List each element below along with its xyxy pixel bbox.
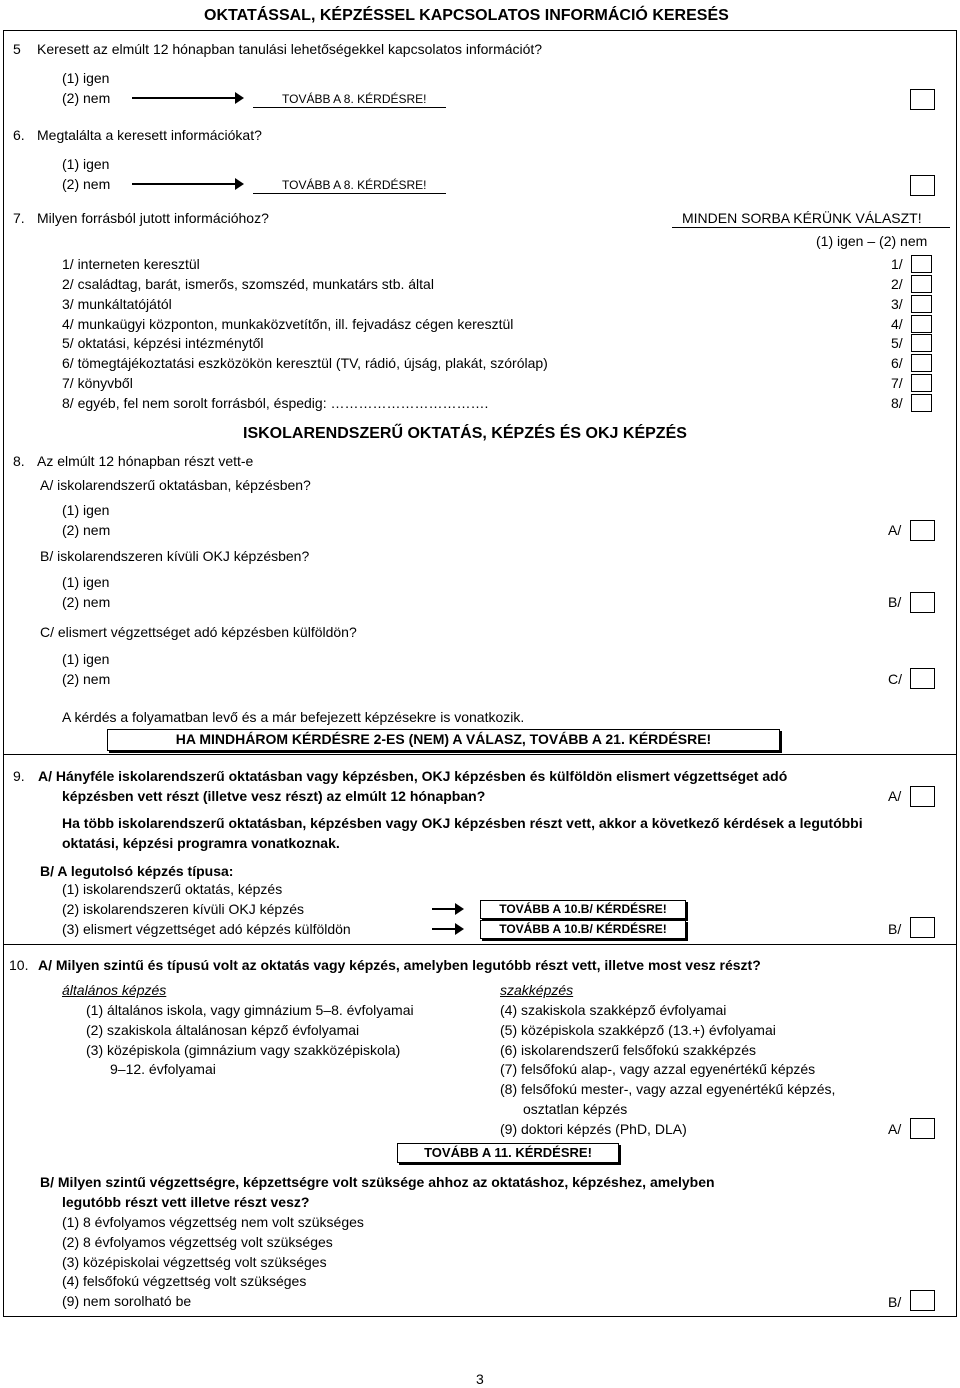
q10b-code: B/ <box>888 1294 902 1310</box>
q7-item-label: 2/ családtag, barát, ismerős, szomszéd, munkatárs stb. által <box>62 276 434 292</box>
q9b-skip-arrow-icon <box>432 928 462 930</box>
q9b-option: (2) iskolarendszeren kívüli OKJ képzés <box>62 901 304 917</box>
q10a-answer-box[interactable] <box>910 1118 935 1139</box>
q10b-option: (2) 8 évfolyamos végzettség volt szükséges <box>62 1234 333 1250</box>
frame-bottom <box>3 1316 957 1317</box>
q8a-question: A/ iskolarendszerű oktatásban, képzésben? <box>40 477 311 493</box>
q9b-code: B/ <box>888 921 902 937</box>
q7-item-box[interactable] <box>911 255 932 273</box>
q7-answer-scale: (1) igen – (2) nem <box>816 233 928 249</box>
q8c-option-no: (2) nem <box>62 671 111 687</box>
q10-number: 10. <box>9 957 29 973</box>
q10a-option: (5) középiskola szakképző (13.+) évfolyamai <box>500 1022 776 1038</box>
q5-number: 5 <box>13 41 21 57</box>
q5-answer-box[interactable] <box>910 89 935 110</box>
q6-skip-arrow-icon <box>132 183 242 185</box>
q9a-code: A/ <box>888 788 902 804</box>
q10a-option: (2) szakiskola általánosan képző évfolyamai <box>86 1022 360 1038</box>
separator-before-q10 <box>3 944 957 945</box>
q5-skip-instruction: TOVÁBB A 8. KÉRDÉSRE! <box>282 92 427 106</box>
q9b-skip-instruction: TOVÁBB A 10.B/ KÉRDÉSRE! <box>480 900 686 919</box>
q8b-option-no: (2) nem <box>62 594 111 610</box>
q10b-question-cont: legutóbb részt vett illetve részt vesz? <box>62 1194 310 1210</box>
q10a-option-cont: 9–12. évfolyamai <box>110 1061 216 1077</box>
q10a-option: (8) felsőfokú mester-, vagy azzal egyenértékű képzés, <box>500 1081 836 1097</box>
q10a-skip-instruction: TOVÁBB A 11. KÉRDÉSRE! <box>397 1143 619 1163</box>
frame-top <box>3 30 957 31</box>
q10b-answer-box[interactable] <box>910 1290 935 1311</box>
q7-item-code: 7/ <box>891 375 903 391</box>
q8-number: 8. <box>13 453 25 469</box>
q6-option-yes: (1) igen <box>62 156 110 172</box>
q7-item-box[interactable] <box>911 334 932 352</box>
frame-right <box>956 30 957 1317</box>
q6-answer-box[interactable] <box>910 175 935 196</box>
page-number: 3 <box>476 1371 484 1387</box>
q8-skip-instruction: HA MINDHÁROM KÉRDÉSRE 2-ES (NEM) A VÁLASZ, TOVÁBB A 21. KÉRDÉSRE! <box>107 729 780 751</box>
q9a-answer-box[interactable] <box>910 786 935 807</box>
q7-item-code: 5/ <box>891 335 903 351</box>
q10a-option: (9) doktori képzés (PhD, DLA) <box>500 1121 687 1137</box>
q7-item-label: 6/ tömegtájékoztatási eszközökön keresztül (TV, rádió, újság, plakát, szórólap) <box>62 355 548 371</box>
q7-item-box[interactable] <box>911 354 932 372</box>
q9b-option: (3) elismert végzettséget adó képzés külföldön <box>62 921 351 937</box>
q8b-answer-box[interactable] <box>910 592 935 613</box>
q6-skip-instruction: TOVÁBB A 8. KÉRDÉSRE! <box>282 178 427 192</box>
q8b-option-yes: (1) igen <box>62 574 110 590</box>
q9b-answer-box[interactable] <box>910 917 935 938</box>
separator-before-q9 <box>3 754 957 755</box>
q7-item-code: 1/ <box>891 256 903 272</box>
q8a-option-no: (2) nem <box>62 522 111 538</box>
q9a-question: A/ Hányféle iskolarendszerű oktatásban vagy képzésben, OKJ képzésben és külföldön elismert végzettséget adó <box>38 768 788 784</box>
q9b-skip-instruction: TOVÁBB A 10.B/ KÉRDÉSRE! <box>480 920 686 939</box>
section-title: ISKOLARENDSZERŰ OKTATÁS, KÉPZÉS ÉS OKJ KÉPZÉS <box>243 425 687 442</box>
q5-skip-arrow-icon <box>132 97 242 99</box>
frame-left <box>3 30 4 1317</box>
q7-item-label: 3/ munkáltatójától <box>62 296 172 312</box>
q9-info-cont: oktatási, képzési programra vonatkoznak. <box>62 835 340 851</box>
q7-item-label: 1/ interneten keresztül <box>62 256 200 272</box>
q7-item-label: 7/ könyvből <box>62 375 133 391</box>
q5-option-no: (2) nem <box>62 90 111 106</box>
q7-item-label: 5/ oktatási, képzési intézménytől <box>62 335 264 351</box>
q6-option-no: (2) nem <box>62 176 111 192</box>
q7-number: 7. <box>13 210 25 226</box>
q5-skip-underline <box>253 107 446 108</box>
q10a-col2-heading: szakképzés <box>500 982 574 998</box>
q9-number: 9. <box>13 768 25 784</box>
q7-instruction: MINDEN SORBA KÉRÜNK VÁLASZT! <box>682 210 922 226</box>
q5-question: Keresett az elmúlt 12 hónapban tanulási lehetőségekkel kapcsolatos információt? <box>37 41 543 57</box>
q8-note: A kérdés a folyamatban levő és a már befejezett képzésekre is vonatkozik. <box>62 709 525 725</box>
q8b-code: B/ <box>888 594 902 610</box>
q10a-option: (1) általános iskola, vagy gimnázium 5–8. évfolyamai <box>86 1002 414 1018</box>
q8c-option-yes: (1) igen <box>62 651 110 667</box>
q7-item-box[interactable] <box>911 275 932 293</box>
q9-info: Ha több iskolarendszerű oktatásban, képzésben vagy OKJ képzésben részt vett, akkor a következő kérdések a legutóbbi <box>62 815 863 831</box>
q8c-question: C/ elismert végzettséget adó képzésben külföldön? <box>40 624 357 640</box>
q10b-option: (9) nem sorolható be <box>62 1293 192 1309</box>
q8b-question: B/ iskolarendszeren kívüli OKJ képzésben? <box>40 548 310 564</box>
q9b-question: B/ A legutolsó képzés típusa: <box>40 863 234 879</box>
q7-item-box[interactable] <box>911 374 932 392</box>
q10a-option: (4) szakiskola szakképző évfolyamai <box>500 1002 727 1018</box>
q10b-option: (1) 8 évfolyamos végzettség nem volt szükséges <box>62 1214 364 1230</box>
q9b-option: (1) iskolarendszerű oktatás, képzés <box>62 881 283 897</box>
q8c-code: C/ <box>888 671 902 687</box>
q10a-option: (7) felsőfokú alap-, vagy azzal egyenértékű képzés <box>500 1061 816 1077</box>
q10a-code: A/ <box>888 1121 902 1137</box>
q7-item-code: 6/ <box>891 355 903 371</box>
q8a-option-yes: (1) igen <box>62 502 110 518</box>
q7-item-box[interactable] <box>911 315 932 333</box>
q10a-option: (6) iskolarendszerű felsőfokú szakképzés <box>500 1042 757 1058</box>
q7-item-code: 4/ <box>891 316 903 332</box>
q7-item-box[interactable] <box>911 295 932 313</box>
q10b-option: (4) felsőfokú végzettség volt szükséges <box>62 1273 307 1289</box>
q6-number: 6. <box>13 127 25 143</box>
q10a-option-cont: osztatlan képzés <box>523 1101 628 1117</box>
q7-item-code: 2/ <box>891 276 903 292</box>
q8a-answer-box[interactable] <box>910 520 935 541</box>
q7-item-code: 8/ <box>891 395 903 411</box>
q8a-code: A/ <box>888 522 902 538</box>
q8-question: Az elmúlt 12 hónapban részt vett-e <box>37 453 254 469</box>
q8c-answer-box[interactable] <box>910 668 935 689</box>
q10a-col1-heading: általános képzés <box>62 982 167 998</box>
q6-question: Megtalálta a keresett információkat? <box>37 127 262 143</box>
q7-item-label: 8/ egyéb, fel nem sorolt forrásból, éspedig: ……………………………. <box>62 395 489 411</box>
q10a-question: A/ Milyen szintű és típusú volt az oktatás vagy képzés, amelyben legutóbb részt vett, illetve most vesz részt? <box>38 957 761 973</box>
q9a-question-cont: képzésben vett részt (illetve vesz részt) az elmúlt 12 hónapban? <box>62 788 486 804</box>
q7-item-label: 4/ munkaügyi központon, munkaközvetítőn, ill. fejvadász cégen keresztül <box>62 316 514 332</box>
q7-item-code: 3/ <box>891 296 903 312</box>
q10b-question: B/ Milyen szintű végzettségre, képzettségre volt szüksége ahhoz az oktatáshoz, képzéshez, amelyben <box>40 1174 715 1190</box>
page-title: OKTATÁSSAL, KÉPZÉSSEL KAPCSOLATOS INFORMÁCIÓ KERESÉS <box>204 7 729 24</box>
q6-skip-underline <box>253 193 446 194</box>
q7-question: Milyen forrásból jutott információhoz? <box>37 210 269 226</box>
q7-item-box[interactable] <box>911 394 932 412</box>
q10b-option: (3) középiskolai végzettség volt szükséges <box>62 1254 327 1270</box>
q5-option-yes: (1) igen <box>62 70 110 86</box>
q10a-option: (3) középiskola (gimnázium vagy szakközépiskola) <box>86 1042 401 1058</box>
q9b-skip-arrow-icon <box>432 908 462 910</box>
q7-instruction-underline <box>672 227 950 228</box>
